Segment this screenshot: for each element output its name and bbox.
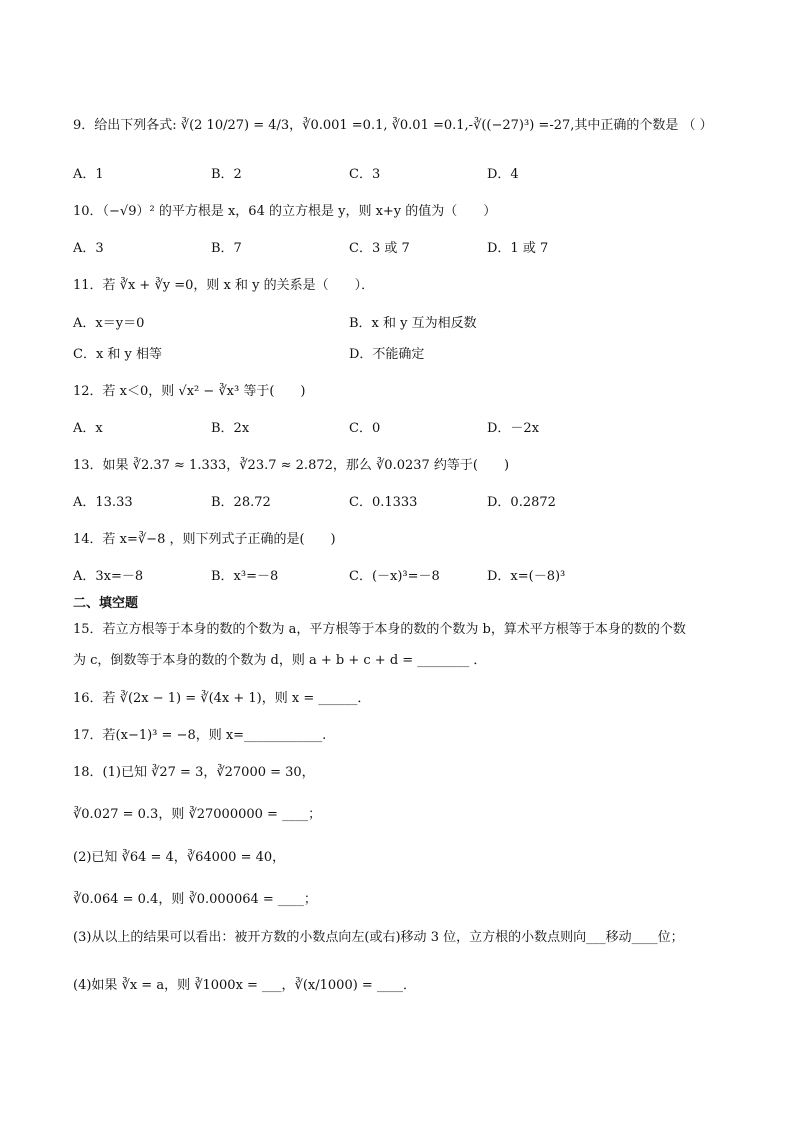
- q10-option-b: B．7: [211, 241, 242, 256]
- q11-option-b: B．x 和 y 互为相反数: [349, 316, 477, 331]
- q14-option-a: A．3x=－8: [73, 569, 144, 584]
- q18-part3: (3)从以上的结果可以看出：被开方数的小数点向左(或右)移动 3 位，立方根的小数点则向___移动____位；: [73, 930, 684, 945]
- q18-part2-given: (2)已知 ∛64 = 4，∛64000 = 40，: [73, 850, 286, 865]
- q13-option-d: D．0.2872: [487, 495, 556, 510]
- q15-line-2: 为 c，倒数等于本身的数的个数为 d，则 a + b + c + d = ________ ．: [73, 653, 487, 668]
- q10-option-c: C．3 或 7: [349, 241, 410, 256]
- q9-stem: 9．给出下列各式: ∛(2 10/27) = 4/3，∛0.001 =0.1, ∛0.01 =0.1,-∛((−27)³) =-27,其中正确的个数是 （ ）: [73, 118, 713, 133]
- q9-option-b: B．2: [211, 167, 242, 182]
- q9-option-a: A．1: [73, 167, 104, 182]
- q9-option-c: C．3: [349, 167, 381, 182]
- q18-part4: (4)如果 ∛x = a，则 ∛1000x = ___，∛(x/1000) = ____．: [73, 978, 416, 993]
- q15-line-1: 15．若立方根等于本身的数的个数为 a，平方根等于本身的数的个数为 b，算术平方根等于本身的数的个数: [73, 622, 686, 637]
- q14-stem: 14．若 x=∛−8 ，则下列式子正确的是( ): [73, 532, 336, 547]
- q14-option-c: C．(－x)³=－8: [349, 569, 440, 584]
- q18-part1-ask: ∛0.027 = 0.3，则 ∛27000000 = ____；: [73, 807, 322, 822]
- q11-option-d: D．不能确定: [349, 347, 425, 362]
- q12-option-d: D．－2x: [487, 421, 540, 436]
- q12-option-c: C．0: [349, 421, 381, 436]
- q13-stem: 13．如果 ∛2.37 ≈ 1.333，∛23.7 ≈ 2.872，那么 ∛0.0237 约等于( ): [73, 458, 510, 473]
- q11-option-c: C．x 和 y 相等: [73, 347, 163, 362]
- q18-part1-given: 18．(1)已知 ∛27 = 3，∛27000 = 30，: [73, 765, 315, 780]
- q12-option-b: B．2x: [211, 421, 250, 436]
- q9-option-d: D．4: [487, 167, 519, 182]
- q10-option-a: A．3: [73, 241, 104, 256]
- question-17: 17．若(x−1)³ = −8，则 x=____________.: [73, 728, 327, 743]
- q11-option-a: A．x＝y＝0: [73, 316, 145, 331]
- q11-stem: 11．若 ∛x + ∛y =0，则 x 和 y 的关系是（ ）．: [73, 278, 375, 293]
- q14-option-b: B．x³=－8: [211, 569, 279, 584]
- q18-part2-ask: ∛0.064 = 0.4，则 ∛0.000064 = ____；: [73, 892, 317, 907]
- question-16: 16．若 ∛(2x − 1) = ∛(4x + 1)，则 x = ______．: [73, 691, 371, 706]
- q14-option-d: D．x=(－8)³: [487, 569, 566, 584]
- q10-stem: 10．（−√9）² 的平方根是 x，64 的立方根是 y，则 x+y 的值为（ ）: [73, 204, 497, 219]
- q12-option-a: A．x: [73, 421, 103, 436]
- q13-option-b: B．28.72: [211, 495, 271, 510]
- q12-stem: 12．若 x＜0，则 √x² − ∛x³ 等于( ): [73, 384, 306, 399]
- section-heading: 二、填空题: [73, 596, 139, 611]
- q13-option-a: A．13.33: [73, 495, 133, 510]
- q13-option-c: C．0.1333: [349, 495, 418, 510]
- q10-option-d: D．1 或 7: [487, 241, 549, 256]
